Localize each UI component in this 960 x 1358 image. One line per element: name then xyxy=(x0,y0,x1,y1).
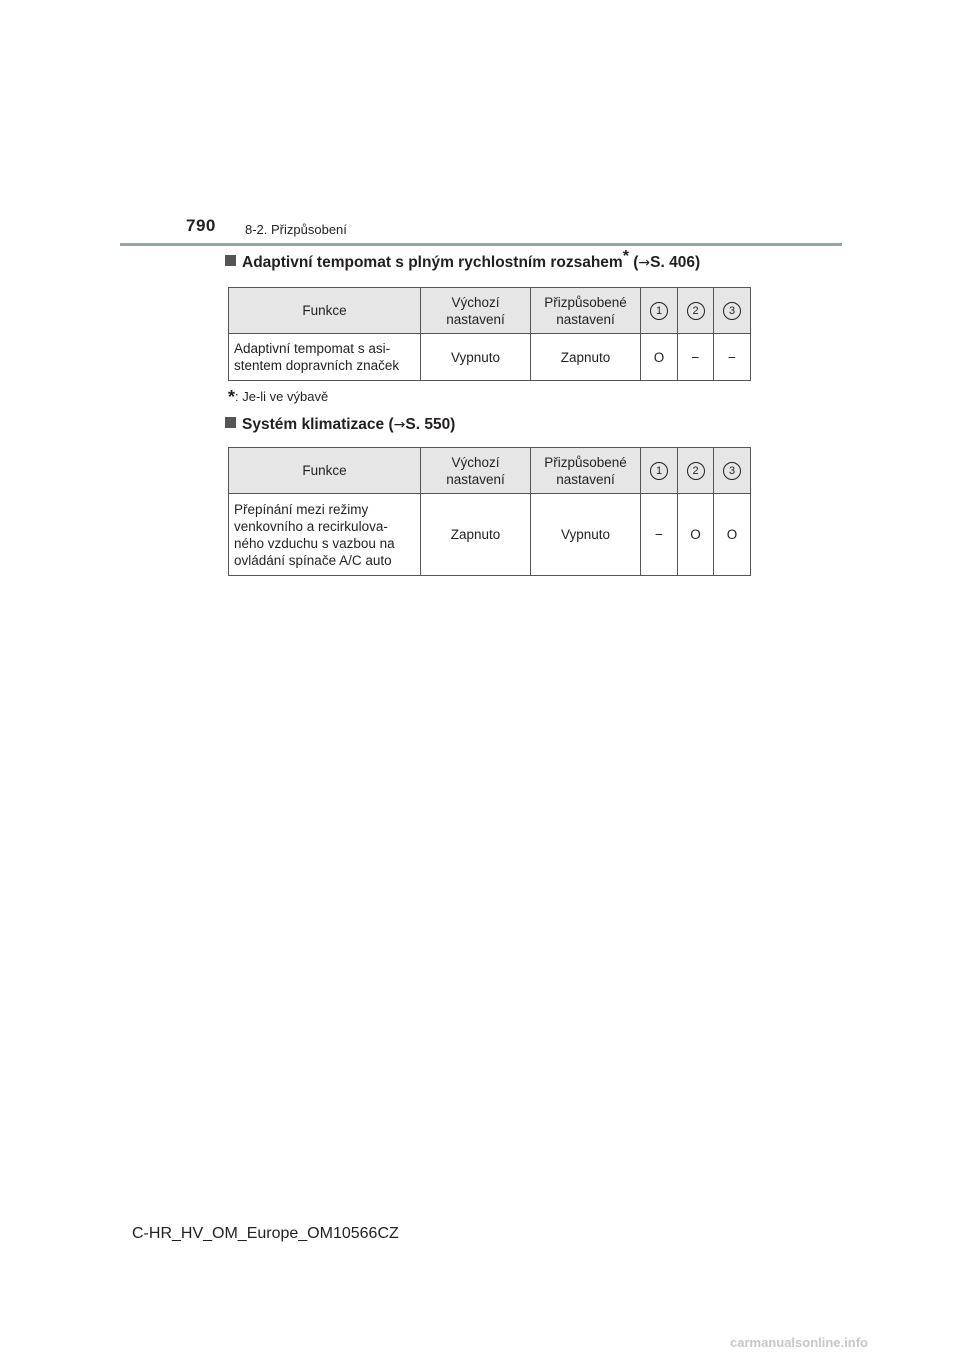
column-header-custom: Přizpůsobené nastavení xyxy=(531,448,641,494)
document-code: C-HR_HV_OM_Europe_OM10566CZ xyxy=(132,1225,399,1242)
column-header-3 xyxy=(714,288,751,334)
ref-paren: ( xyxy=(384,416,394,433)
column-header-function: Funkce xyxy=(229,288,421,334)
table-header-row xyxy=(229,448,751,494)
footnote xyxy=(228,387,328,408)
table-header-row xyxy=(229,288,751,334)
settings-table-cruise-control xyxy=(228,287,751,381)
cell-custom: Zapnuto xyxy=(531,334,641,381)
cell-method-3: − xyxy=(714,334,751,381)
cell-function: Adaptivní tempomat s asi-stentem dopravních značek xyxy=(229,334,421,381)
column-header-2 xyxy=(678,448,714,494)
cell-function: Přepínání mezi režimy venkovního a recirkulova-ného vzduchu s vazbou na ovládání spínače A/C auto xyxy=(229,494,421,576)
cell-default: Zapnuto xyxy=(421,494,531,576)
arrow-icon: → xyxy=(393,417,406,433)
section-title-text: Adaptivní tempomat s plným rychlostním rozsahem xyxy=(242,254,623,271)
cell-method-3: O xyxy=(714,494,751,576)
header-divider xyxy=(120,243,842,246)
column-header-1 xyxy=(641,288,678,334)
table-row xyxy=(229,334,751,381)
column-header-default: Výchozí nastavení xyxy=(421,448,531,494)
arrow-icon: → xyxy=(638,255,651,271)
chapter-title: 8-2. Přizpůsobení xyxy=(245,222,347,237)
ref-paren: ( xyxy=(628,254,639,271)
square-bullet-icon xyxy=(225,417,236,428)
settings-table-climate xyxy=(228,447,751,576)
column-header-1 xyxy=(641,448,678,494)
footnote-text: : Je-li ve výbavě xyxy=(235,389,329,404)
column-header-custom: Přizpůsobené nastavení xyxy=(531,288,641,334)
cell-method-2: O xyxy=(678,494,714,576)
page-reference-link[interactable]: S. 550) xyxy=(405,416,456,433)
cell-method-1: − xyxy=(641,494,678,576)
circled-number-2: 2 xyxy=(687,462,705,480)
cell-custom: Vypnuto xyxy=(531,494,641,576)
cell-method-1: O xyxy=(641,334,678,381)
square-bullet-icon xyxy=(225,255,236,266)
footnote-marker: * xyxy=(622,247,629,265)
cell-method-2: − xyxy=(678,334,714,381)
column-header-3 xyxy=(714,448,751,494)
column-header-function: Funkce xyxy=(229,448,421,494)
column-header-2 xyxy=(678,288,714,334)
page-reference-link[interactable]: S. 406) xyxy=(650,254,701,271)
circled-number-1: 1 xyxy=(650,302,668,320)
section-title-climate xyxy=(225,416,455,434)
footnote-star: * xyxy=(228,387,236,407)
circled-number-3: 3 xyxy=(723,302,741,320)
table-row xyxy=(229,494,751,576)
section-title-text: Systém klimatizace xyxy=(242,416,385,433)
column-header-default: Výchozí nastavení xyxy=(421,288,531,334)
watermark: carmanualsonline.info xyxy=(730,1335,868,1350)
section-title-cruise-control xyxy=(225,247,701,272)
circled-number-3: 3 xyxy=(723,462,741,480)
circled-number-2: 2 xyxy=(687,302,705,320)
page-number: 790 xyxy=(186,216,216,235)
circled-number-1: 1 xyxy=(650,462,668,480)
cell-default: Vypnuto xyxy=(421,334,531,381)
